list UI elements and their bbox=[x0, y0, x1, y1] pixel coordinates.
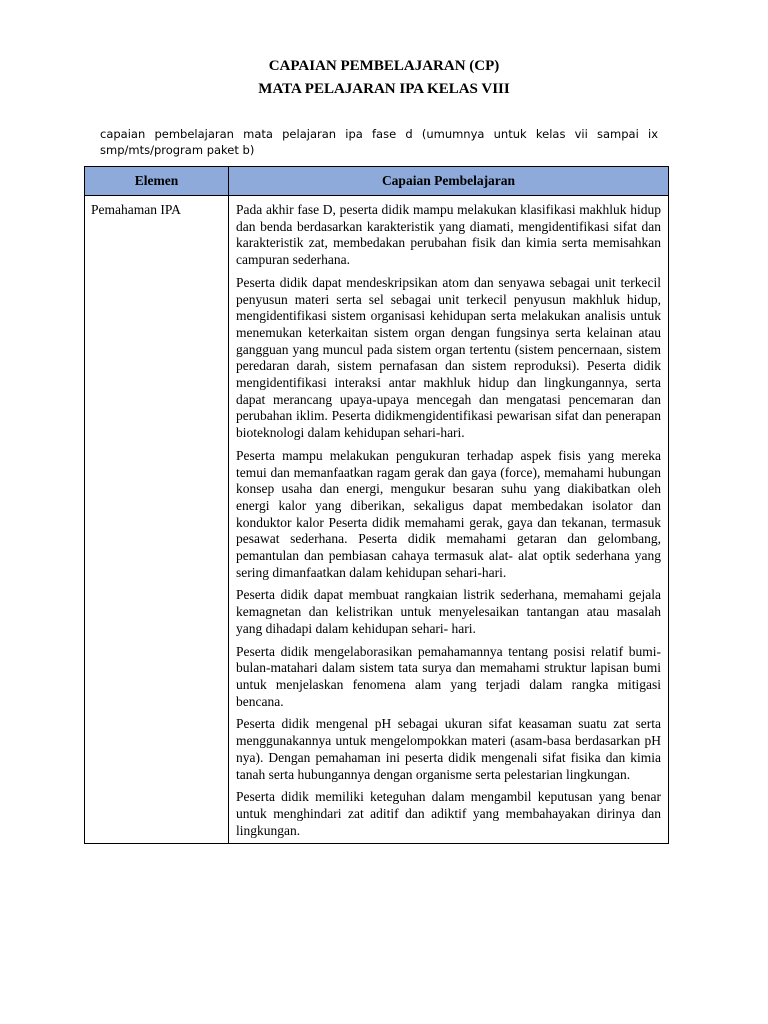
cp-table bbox=[84, 166, 669, 844]
table-row bbox=[85, 196, 669, 844]
capaian-paragraph: Peserta mampu melakukan pengukuran terhadap aspek fisis yang mereka temui dan memanfaatkan ragam gerak dan gaya (force), memahami hubungan konsep usaha dan energi, mengukur besaran suhu yang diakibatkan oleh energi kalor yang diberikan, sekaligus dapat membedakan isolator dan konduktor kalor Peserta didik memahami gerak, gaya dan tekanan, termasuk pesawat sederhana. Peserta didik memahami getaran dan gelombang, pemantulan dan pembiasan cahaya termasuk alat- alat optik sederhana yang sering dimanfaatkan dalam kehidupan sehari-hari. bbox=[236, 447, 661, 580]
intro-text: capaian pembelajaran mata pelajaran ipa fase d (umumnya untuk kelas vii sampai ix smp/mts/program paket b) bbox=[100, 127, 658, 157]
capaian-paragraph: Peserta didik memiliki keteguhan dalam mengambil keputusan yang benar untuk menghindari zat aditif dan adiktif yang membahayakan dirinya dan lingkungan. bbox=[236, 789, 661, 838]
capaian-paragraph: Peserta didik dapat mendeskripsikan atom dan senyawa sebagai unit terkecil penyusun materi serta sel sebagai unit terkecil penyusun makhluk hidup, mengidentifikasi sistem organisasi kehidupan serta melakukan analisis untuk menemukan keterkaitan sistem organ dengan fungsinya serta kelainan atau gangguan yang muncul pada sistem organ tertentu (sistem pencernaan, sistem peredaran darah, sistem pernafasan dan sistem reproduksi). Peserta didik mengidentifikasi interaksi antar makhluk hidup dan lingkungannya, serta dapat merancang upaya-upaya mencegah dan mengatasi pencemaran dan perubahan iklim. Peserta didikmengidentifikasi pewarisan sifat dan penerapan bioteknologi dalam kehidupan sehari-hari. bbox=[236, 274, 661, 441]
cell-elemen: Pemahaman IPA bbox=[85, 196, 229, 844]
table-header-row bbox=[85, 167, 669, 196]
header-elemen: Elemen bbox=[85, 167, 229, 196]
capaian-paragraph: Peserta didik mengenal pH sebagai ukuran sifat keasaman suatu zat serta menggunakannya untuk mengelompokkan materi (asam-basa berdasarkan pH nya). Dengan pemahaman ini peserta didik mengenali sifat fisika dan kimia tanah serta hubungannya dengan organisme serta pelestarian lingkungan. bbox=[236, 716, 661, 782]
cell-capaian bbox=[229, 196, 669, 844]
document-title: CAPAIAN PEMBELAJARAN (CP) bbox=[268, 58, 500, 74]
header-capaian: Capaian Pembelajaran bbox=[229, 167, 669, 196]
capaian-paragraph: Peserta didik dapat membuat rangkaian listrik sederhana, memahami gejala kemagnetan dan kelistrikan untuk menyelesaikan tantangan atau masalah yang dihadapi dalam kehidupan sehari- hari. bbox=[236, 587, 661, 636]
capaian-paragraph: Peserta didik mengelaborasikan pemahamannya tentang posisi relatif bumi-bulan-matahari dalam sistem tata surya dan memahami struktur lapisan bumi untuk menjelaskan fenomena alam yang terjadi dalam rangka mitigasi bencana. bbox=[236, 643, 661, 709]
document-subtitle: MATA PELAJARAN IPA KELAS VIII bbox=[258, 81, 510, 97]
capaian-paragraph: Pada akhir fase D, peserta didik mampu melakukan klasifikasi makhluk hidup dan benda berdasarkan karakteristik yang diamati, mengidentifikasi sifat dan karakteristik zat, membedakan perubahan fisik dan kimia serta memisahkan campuran sederhana. bbox=[236, 202, 661, 268]
